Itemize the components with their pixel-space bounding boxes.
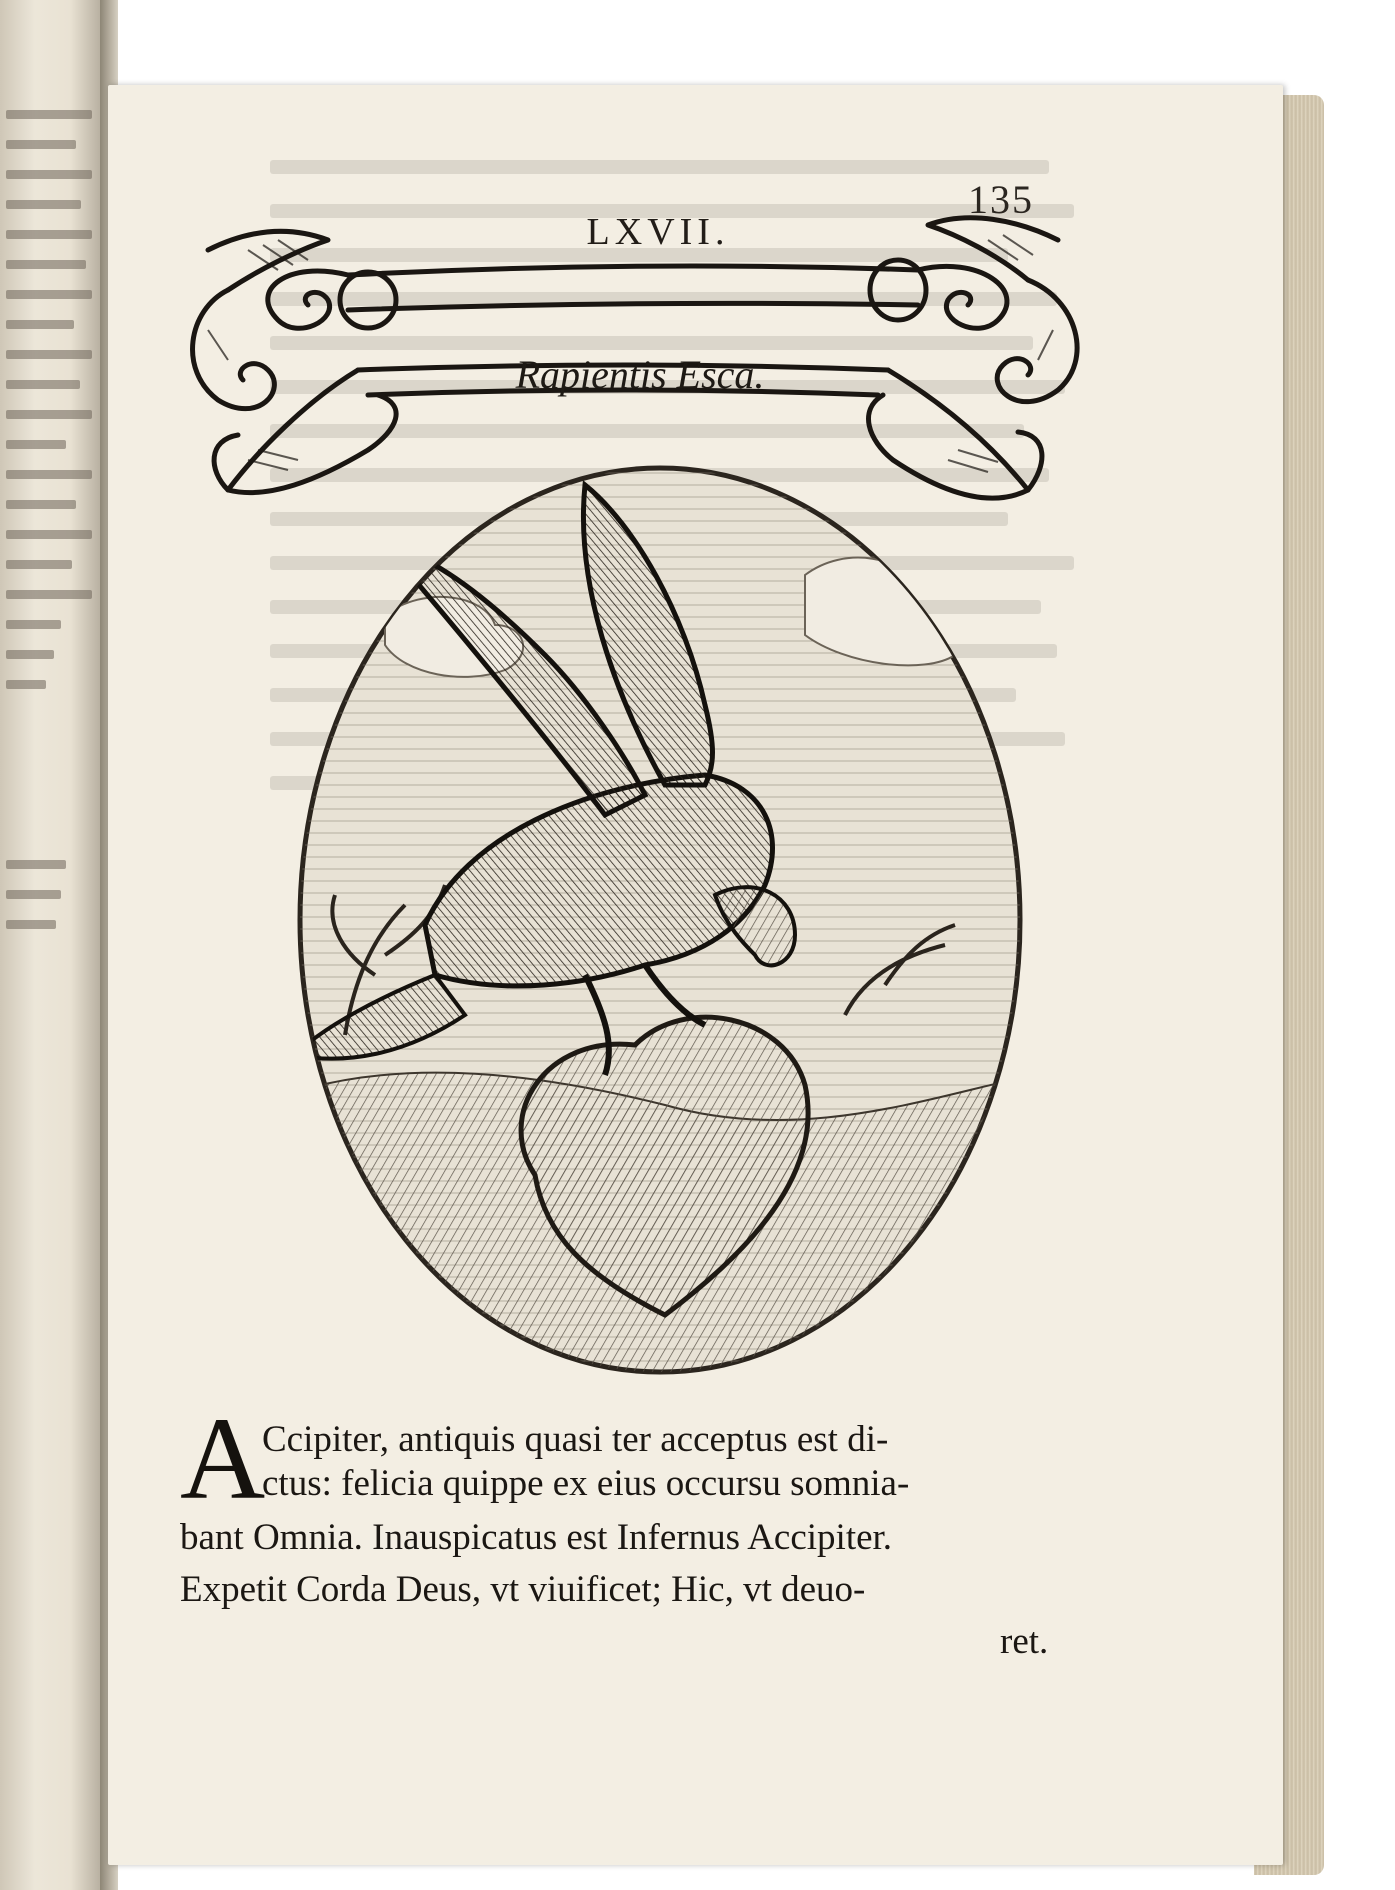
left-page-text-line bbox=[6, 680, 46, 689]
left-page-text-line bbox=[6, 320, 74, 329]
left-page-text-line bbox=[6, 920, 56, 929]
left-facing-page bbox=[0, 0, 102, 1890]
left-page-text-line bbox=[6, 440, 66, 449]
emblem-motto: Rapientis Esca. bbox=[515, 352, 765, 397]
text-line: ctus: felicia quippe ex eius occursu somnia- bbox=[262, 1463, 910, 1504]
left-page-text-line bbox=[6, 470, 92, 479]
text-line: ret. bbox=[1000, 1621, 1049, 1662]
left-page-text-line bbox=[6, 890, 61, 899]
left-page-text-line bbox=[6, 560, 72, 569]
left-page-text-line bbox=[6, 110, 92, 119]
left-page-text-line bbox=[6, 380, 80, 389]
drop-cap: A bbox=[180, 1393, 266, 1524]
left-page-text-line bbox=[6, 290, 92, 299]
left-page-text-line bbox=[6, 350, 92, 359]
left-page-text-line bbox=[6, 410, 92, 419]
left-page-text-line bbox=[6, 170, 92, 179]
left-page-text-line bbox=[6, 620, 61, 629]
left-page-text-line bbox=[6, 140, 76, 149]
left-page-text-line bbox=[6, 650, 54, 659]
plate-number: LXVII. bbox=[586, 211, 730, 253]
text-line: bant Omnia. Inauspicatus est Infernus Accipiter. bbox=[180, 1517, 893, 1558]
left-page-text-line bbox=[6, 230, 92, 239]
left-page-text-line bbox=[6, 860, 66, 869]
text-line: Expetit Corda Deus, vt viuificet; Hic, vt deuo- bbox=[180, 1569, 866, 1610]
left-page-text-line bbox=[6, 590, 92, 599]
left-page-text-line bbox=[6, 200, 81, 209]
page-number: 135 bbox=[968, 177, 1034, 222]
left-page-text-line bbox=[6, 500, 76, 509]
engraving-hawk-heart bbox=[285, 455, 1035, 1385]
left-page-text-line bbox=[6, 530, 92, 539]
left-page-text-line bbox=[6, 260, 86, 269]
text-line: Ccipiter, antiquis quasi ter acceptus est di- bbox=[262, 1419, 889, 1460]
